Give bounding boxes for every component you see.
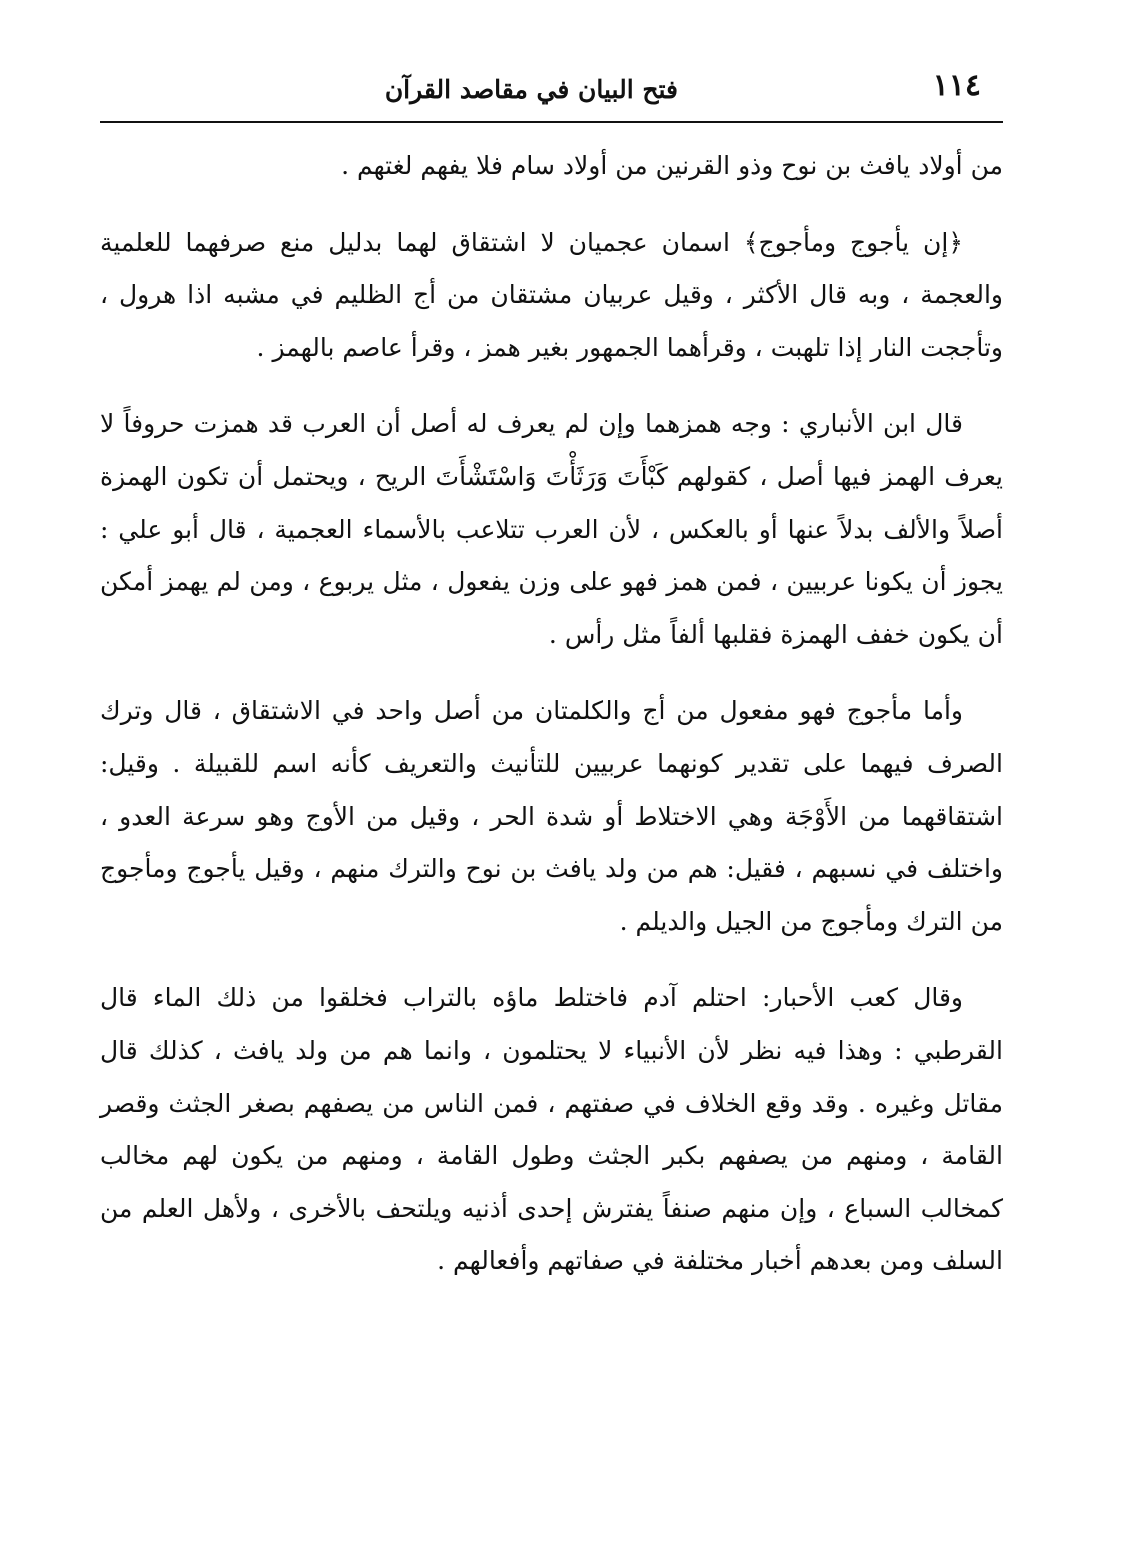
page-body <box>100 140 1003 1312</box>
paragraph: قال ابن الأنباري : وجه همزهما وإن لم يعرف له أصل أن العرب قد همزت حروفاً لا يعرف الهمز فيها أصل ، كقولهم كَبْأَتَ وَرَثَأْتَ وَاسْتَشْأَتَ الريح ، ويحتمل أن تكون الهمزة أصلاً والألف بدلاً عنها أو بالعكس ، لأن العرب تتلاعب بالأسماء العجمية ، قال أبو علي : يجوز أن يكونا عربيين ، فمن همز فهو على وزن يفعول ، مثل يربوع ، ومن لم يهمز أمكن أن يكون خفف الهمزة فقلبها ألفاً مثل رأس . <box>100 409 1003 649</box>
paragraph: وأما مأجوج فهو مفعول من أج والكلمتان من أصل واحد في الاشتقاق ، قال وترك الصرف فيهما على تقدير كونهما عربيين للتأنيث والتعريف كأنه اسم للقبيلة . وقيل: اشتقاقهما من الأَوْجَة وهي الاختلاط أو شدة الحر ، وقيل من الأوج وهو سرعة العدو ، واختلف في نسبهم ، فقيل: هم من ولد يافث بن نوح والترك منهم ، وقيل يأجوج ومأجوج من الترك ومأجوج من الجيل والديلم . <box>100 696 1003 936</box>
page-number: ١١٤ <box>932 68 981 103</box>
page-header <box>100 66 1003 120</box>
header-divider <box>100 121 1003 123</box>
paragraph: وقال كعب الأحبار: احتلم آدم فاختلط ماؤه بالتراب فخلقوا من ذلك الماء قال القرطبي : وهذا فيه نظر لأن الأنبياء لا يحتلمون ، وانما هم من ولد يافث ، كذلك قال مقاتل وغيره . وقد وقع الخلاف في صفتهم ، فمن الناس من يصفهم بصغر الجثث وقصر القامة ، ومنهم من يصفهم بكبر الجثث وطول القامة ، ومنهم من يكون لهم مخالب كمخالب السباع ، وإن منهم صنفاً يفترش إحدى أذنيه ويلتحف بالأخرى ، ولأهل العلم من السلف ومن بعدهم أخبار مختلفة في صفاتهم وأفعالهم . <box>100 983 1003 1276</box>
paragraph: من أولاد يافث بن نوح وذو القرنين من أولاد سام فلا يفهم لغتهم . <box>341 151 1003 180</box>
book-title: فتح البيان في مقاصد القرآن <box>384 75 678 104</box>
paragraph: ﴿إن يأجوج ومأجوج﴾ اسمان عجميان لا اشتقاق لهما بدليل منع صرفهما للعلمية والعجمة ، وبه قال الأكثر ، وقيل عربيان مشتقان من أج الظليم في مشبه اذا هرول ، وتأججت النار إذا تلهبت ، وقرأهما الجمهور بغير همز ، وقرأ عاصم بالهمز . <box>100 227 1003 362</box>
